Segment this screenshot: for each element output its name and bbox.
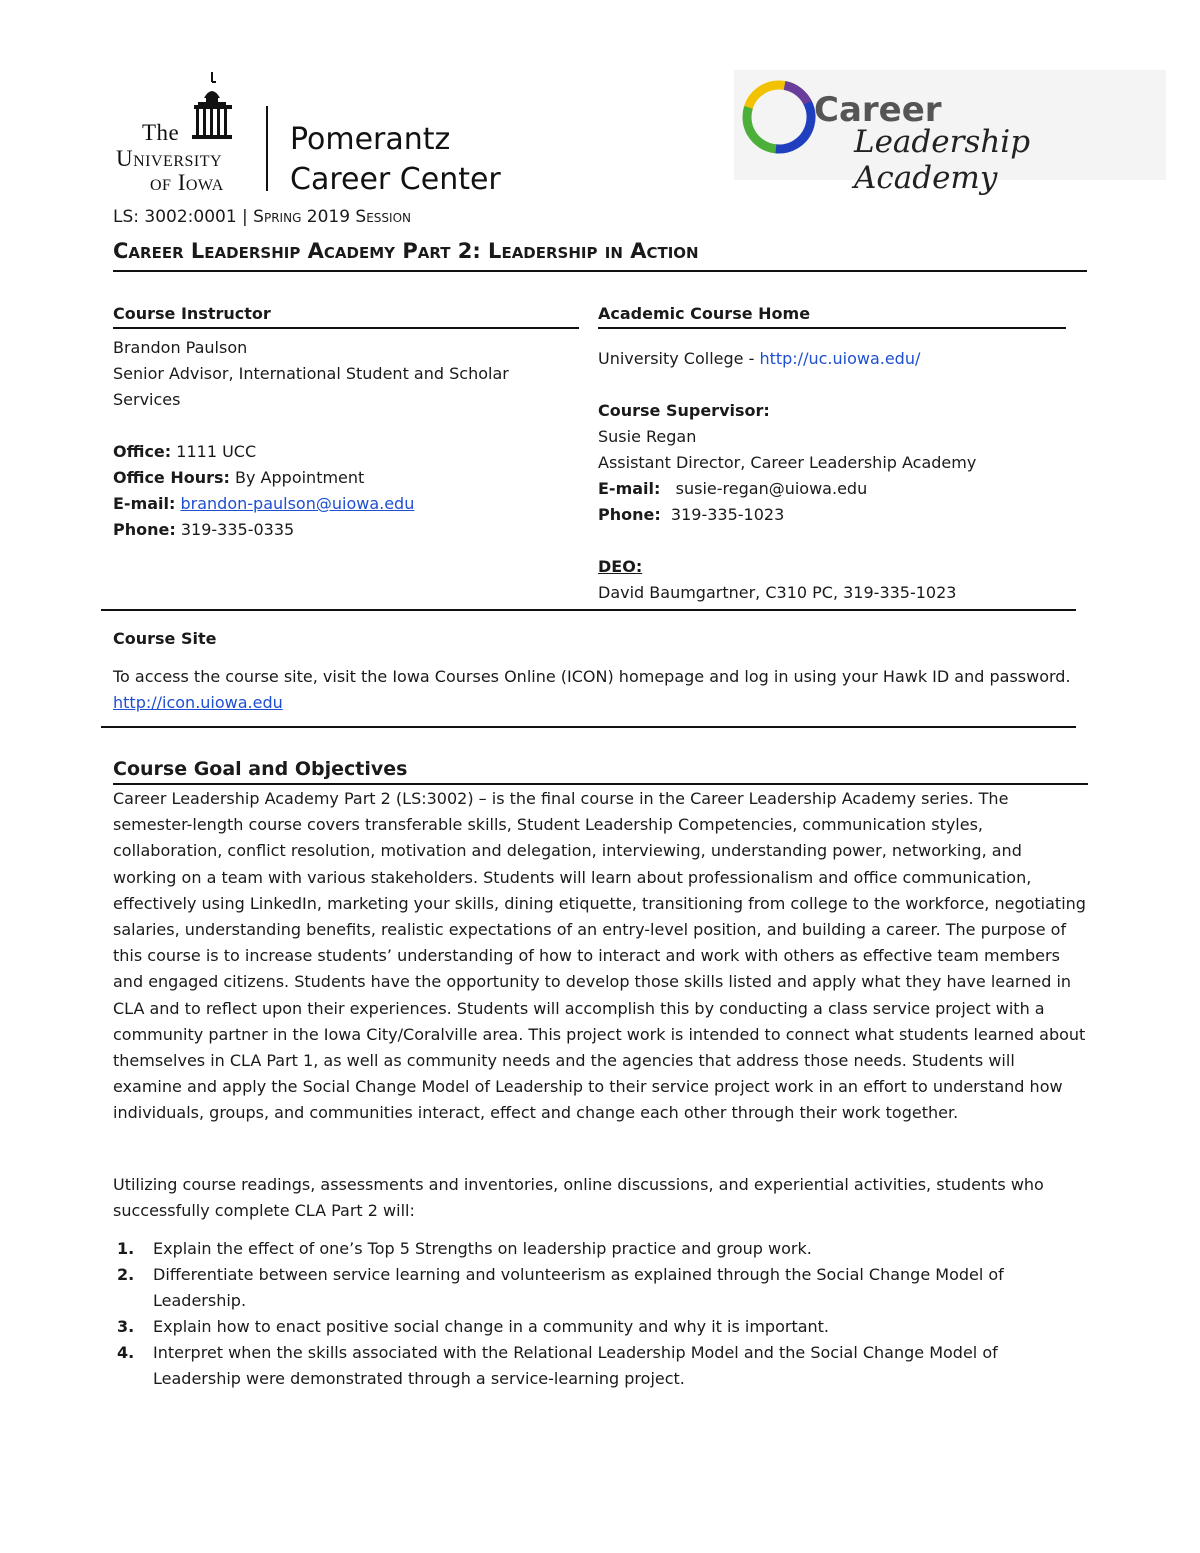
objective-text: Explain how to enact positive social change in a community and why it is important.	[153, 1317, 830, 1336]
goals-paragraph: Career Leadership Academy Part 2 (LS:3002) – is the final course in the Career Leadership Academy series. The semester-length course covers transferable skills, Student Leadership Competencies, communication styles, collaboration, conflict resolution, motivation and delegation, interviewing, understanding power, networking, and working on a team with various stakeholders. Students will learn about professionalism and office communication, effectively using LinkedIn, marketing your skills, dining etiquette, transitioning from college to the workforce, negotiating salaries, understanding benefits, realistic expectations of an entry-level position, and building a career. The purpose of this course is to increase students’ understanding of how to interact and work with others as effective team members and engaged citizens. Students have the opportunity to develop those skills listed and apply what they have learned in CLA and to reflect upon their experiences. Students will accomplish this by conducting a class service project with a community partner in the Iowa City/Coralville area. This project work is intended to connect what students learned about themselves in CLA Part 1, as well as community needs and the agencies that address those needs. Students will examine and apply the Social Change Model of Leadership to their service project work in an effort to understand how individuals, groups, and communities interact, effect and change each other through their work together.	[113, 789, 1086, 1123]
contacts-divider	[101, 609, 1076, 611]
supervisor-phone-value: 319-335-1023	[670, 505, 785, 524]
goals-heading-rule	[113, 783, 1088, 785]
title-divider	[113, 270, 1087, 272]
university-college-line	[598, 346, 1078, 372]
deo-value: David Baumgartner, C310 PC, 319-335-1023	[598, 583, 957, 602]
supervisor-name: Susie Regan	[598, 427, 697, 446]
instructor-name: Brandon Paulson	[113, 338, 248, 357]
objective-number: 4.	[117, 1343, 135, 1362]
supervisor-email	[598, 476, 1078, 502]
university-of-iowa-logo	[112, 68, 512, 198]
supervisor-email-value: susie-regan@uiowa.edu	[675, 479, 868, 498]
logo-word-university: University	[116, 146, 223, 171]
university-college-link[interactable]: http://uc.uiowa.edu/	[759, 349, 921, 368]
instructor-email-label: E-mail:	[113, 494, 176, 513]
course-title: Career Leadership Academy Part 2: Leadership in Action	[113, 239, 699, 263]
objective-item	[113, 1340, 1088, 1392]
course-site-description: To access the course site, visit the Iowa Courses Online (ICON) homepage and log in using your Hawk ID and password.	[113, 667, 1071, 686]
logo-divider	[266, 106, 268, 191]
course-site-heading: Course Site	[113, 629, 217, 648]
university-college-text: University College -	[598, 349, 760, 368]
supervisor-label: Course Supervisor:	[598, 401, 770, 420]
supervisor-phone	[598, 502, 1078, 528]
instructor-email	[113, 491, 573, 517]
instructor-phone-label: Phone:	[113, 520, 176, 539]
career-center-line2: Career Center	[290, 162, 501, 197]
academic-home-heading-rule	[598, 327, 1066, 329]
instructor-heading-rule	[113, 327, 579, 329]
hours-label: Office Hours:	[113, 468, 230, 487]
goals-heading: Course Goal and Objectives	[113, 758, 408, 780]
objective-text: Interpret when the skills associated with the Relational Leadership Model and the Social Change Model of Leadership were demonstrated through a service-learning project.	[153, 1343, 998, 1388]
objective-item	[113, 1236, 1088, 1262]
instructor-phone-value: 319-335-0335	[175, 520, 295, 539]
icon-link[interactable]: http://icon.uiowa.edu	[113, 693, 283, 712]
career-leadership-academy-logo	[734, 70, 1166, 196]
objective-number: 1.	[117, 1239, 135, 1258]
supervisor-phone-label: Phone:	[598, 505, 661, 524]
old-capitol-icon	[192, 72, 252, 140]
objective-text: Differentiate between service learning and volunteerism as explained through the Social Change Model of Leadership.	[153, 1265, 1004, 1310]
supervisor-email-label: E-mail:	[598, 479, 661, 498]
cla-logo-career: Career	[814, 90, 942, 130]
deo-label: DEO:	[598, 557, 643, 576]
course-site-text	[113, 664, 1073, 716]
objectives-list	[113, 1236, 1088, 1392]
instructor-hours	[113, 465, 573, 491]
objective-number: 2.	[117, 1265, 135, 1284]
instructor-role: Senior Advisor, International Student and Scholar Services	[113, 364, 509, 409]
instructor-office	[113, 439, 573, 465]
hours-value: By Appointment	[229, 468, 365, 487]
logo-word-the: The	[142, 120, 180, 145]
instructor-block	[113, 335, 573, 543]
cla-logo-leadership-academy: Leadership Academy	[854, 124, 1031, 196]
academic-home-heading: Academic Course Home	[598, 304, 811, 323]
supervisor-role: Assistant Director, Career Leadership Academy	[598, 453, 977, 472]
objective-number: 3.	[117, 1317, 135, 1336]
office-label: Office:	[113, 442, 172, 461]
office-value: 1111 UCC	[171, 442, 257, 461]
objective-item	[113, 1314, 1088, 1340]
instructor-email-link[interactable]: brandon-paulson@uiowa.edu	[180, 494, 415, 513]
career-center-line1: Pomerantz	[290, 122, 451, 157]
course-site-divider	[101, 726, 1076, 728]
instructor-heading: Course Instructor	[113, 304, 271, 323]
cla-ring-icon	[738, 76, 820, 158]
instructor-phone	[113, 517, 573, 543]
objectives-intro: Utilizing course readings, assessments and inventories, online discussions, and experiential activities, students who successfully complete CLA Part 2 will:	[113, 1175, 1044, 1220]
course-code-line: LS: 3002:0001 | Spring 2019 Session	[113, 207, 412, 227]
logo-word-of-iowa: of Iowa	[150, 170, 224, 195]
objective-text: Explain the effect of one’s Top 5 Strengths on leadership practice and group work.	[153, 1239, 812, 1258]
objective-item	[113, 1262, 1088, 1314]
academic-home-block	[598, 346, 1078, 606]
